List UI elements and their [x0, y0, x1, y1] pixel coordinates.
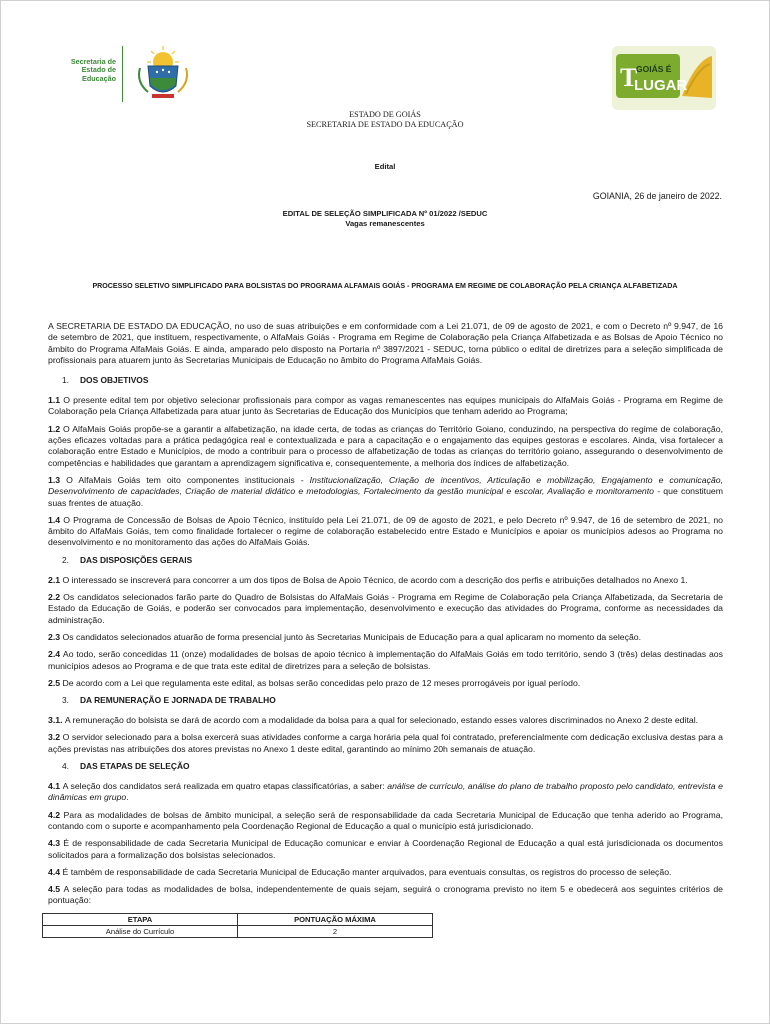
item-number: 3.1. — [48, 715, 65, 726]
section-number: 4. — [62, 761, 69, 772]
document-body — [48, 321, 723, 938]
section-item — [48, 475, 723, 509]
item-text: O AlfaMais Goiás propõe-se a garantir a alfabetização, na idade certa, de todas as crianças do Território Goiano, conduzindo, na perspectiva do regime de colaboração, ações eficazes voltadas para a prática pedagógica real e contextualizada e para a capacitação e o engajamento das equipes gestoras e escolares. Ainda, visa fortalecer a colaboração entre Estado e Municípios, de modo a contribuir para o processo de alfabetização de todas as crianças do território goiano, assegurando o desenvolvimento de competências e habilidades que garantam a aprendizagem significativa e, consequentemente, a melhoria dos índices de alfabetização. — [48, 423, 723, 468]
item-text: A seleção dos candidatos será realizada em quatro etapas classificatórias, a saber: — [62, 781, 388, 792]
table-body — [43, 925, 433, 937]
edital-subtitle: Vagas remanescentes — [345, 219, 425, 228]
item-text: Os candidatos selecionados atuarão de forma presencial junto às Secretarias Municipais de Educação para a qual aplicaram no momento da seleção. — [62, 631, 642, 642]
section-item — [48, 649, 723, 672]
item-text: Institucionalização, Criação de incentivos, Articulação e mobilização, Engajamento e comunicação, Desenvolvimento de capacidades, Criação de material didático e metodologias, Fortalecimento da gestão municipal e escolar, Avaliação e monitoramento — [48, 474, 724, 497]
logo-left-line: Educação — [82, 73, 116, 83]
header-state: ESTADO DE GOIÁS — [349, 110, 421, 119]
section-item — [48, 810, 723, 833]
item-text: A remuneração do bolsista se dará de acordo com a modalidade da bolsa para a qual for selecionado, estando esses valores discriminados no Anexo 2 deste edital. — [64, 715, 699, 726]
item-number: 2.5 — [48, 677, 63, 688]
item-number: 2.4 — [48, 649, 63, 660]
section-heading — [62, 375, 723, 386]
table-row — [43, 925, 433, 937]
section-number: 3. — [62, 695, 69, 706]
scoring-table — [42, 913, 433, 938]
section-item — [48, 632, 723, 643]
section-heading — [62, 695, 723, 706]
item-text: A seleção para todas as modalidades de bolsa, independentemente de quais sejam, seguirá o cronograma previsto no item 5 e obedecerá aos seguintes critérios de pontuação: — [48, 884, 723, 906]
section-number: 2. — [62, 554, 69, 565]
section-item — [48, 592, 723, 626]
item-text: É também de responsabilidade de cada Secretaria Municipal de Educação manter arquivados, para eventuais consultas, os registros do processo de seleção. — [62, 866, 672, 877]
section-item — [48, 715, 723, 726]
section-title: DAS ETAPAS DE SELEÇÃO — [80, 761, 190, 772]
item-number: 4.5 — [48, 884, 64, 895]
item-number: 1.2 — [48, 423, 64, 434]
item-text: Ao todo, serão concedidas 11 (onze) modalidades de bolsas de apoio técnico à implementação do AlfaMais Goiás em todo território, sendo 3 (três) delas destinadas aos municípios adesos ao Programa e de que trata este edital de diretrizes para a seleção de bolsistas. — [48, 649, 723, 671]
section-item — [48, 395, 723, 418]
item-number: 1.3 — [48, 474, 67, 485]
edital-number: EDITAL DE SELEÇÃO SIMPLIFICADA Nº 01/2022 /SEDUC — [282, 209, 488, 218]
table-cell: Análise do Currículo — [43, 925, 238, 937]
item-number: 1.1 — [48, 395, 64, 406]
state-crest-icon — [130, 42, 196, 104]
logo-right-line: GOIÁS É — [636, 64, 672, 74]
item-number: 3.2 — [48, 732, 63, 743]
item-number: 2.3 — [48, 631, 63, 642]
section-title: DAS DISPOSIÇÕES GERAIS — [80, 554, 193, 565]
section-item — [48, 732, 723, 755]
section-item — [48, 424, 723, 469]
item-number: 4.3 — [48, 838, 64, 849]
item-text: Os candidatos selecionados farão parte do Quadro de Bolsistas do AlfaMais Goiás - Programa em Regime de Colaboração pela Criança Alfabetizada, da Secretaria de Estado da Educação de Goiás, e poderão ser convocados para implementação, desenvolvimento e execução das atividades do Programa, conforme as necessidades da administração. — [48, 592, 723, 625]
item-text: análise de currículo, análise do plano de trabalho proposto pelo candidato, entrevista e dinâmicas em grupo — [48, 781, 723, 803]
section-title: DA REMUNERAÇÃO E JORNADA DE TRABALHO — [80, 695, 276, 706]
logo-right-line: LUGAR — [634, 77, 688, 94]
table-header-cell: ETAPA — [43, 913, 238, 925]
section-item — [48, 678, 723, 689]
item-text: . — [126, 792, 129, 803]
logo-left-text — [58, 58, 116, 83]
section-heading — [62, 555, 723, 566]
item-number: 4.1 — [48, 781, 63, 792]
goias-e-lugar-logo — [612, 46, 716, 110]
doc-type: Edital — [374, 162, 396, 171]
item-text: De acordo com a Lei que regulamenta este edital, as bolsas serão concedidas pelo prazo de 12 meses prorrogáveis por igual período. — [62, 677, 581, 688]
section-heading — [62, 761, 723, 772]
header-secretariat: SECRETARIA DE ESTADO DA EDUCAÇÃO — [306, 120, 464, 129]
section-item — [48, 838, 723, 861]
item-text: Para as modalidades de bolsas de âmbito municipal, a seleção será de responsabilidade da cada Secretaria Municipal de Educação que tenha aderido ao Programa, contando com o suporte e acompanhamento pela Coordenação Regional de Educação a qual o município está jurisdicionado. — [48, 809, 723, 831]
svg-text:T: T — [620, 63, 638, 92]
section-item — [48, 515, 723, 549]
logo-left-line: Secretaria de — [70, 57, 116, 66]
item-number: 2.2 — [48, 592, 64, 603]
item-text: - que constituem suas frentes de atuação. — [48, 486, 723, 508]
sections-container — [48, 375, 723, 907]
table-header-row — [43, 913, 433, 925]
process-title: PROCESSO SELETIVO SIMPLIFICADO PARA BOLSISTAS DO PROGRAMA ALFAMAIS GOIÁS - PROGRAMA EM REGIME DE COLABORAÇÃO PELA CRIANÇA ALFABETIZADA — [92, 282, 678, 290]
item-number: 1.4 — [48, 514, 64, 525]
table-header-cell: PONTUAÇÃO MÁXIMA — [238, 913, 433, 925]
section-item — [48, 575, 723, 586]
item-text: É de responsabilidade de cada Secretaria Municipal de Educação comunicar e enviar à Coordenação Regional de Educação a qual está jurisdicionada os documentos solicitados para a formalização dos bolsistas selecionados. — [48, 838, 723, 860]
section-title: DOS OBJETIVOS — [80, 375, 149, 386]
item-text: O AlfaMais Goiás tem oito componentes institucionais - — [66, 474, 310, 485]
item-number: 4.4 — [48, 866, 63, 877]
item-text: O interessado se inscreverá para concorrer a um dos tipos de Bolsa de Apoio Técnico, de acordo com a descrição dos perfis e atribuições detalhados no Anexo 1. — [62, 574, 688, 585]
item-number: 4.2 — [48, 809, 64, 820]
item-text: O Programa de Concessão de Bolsas de Apoio Técnico, instituído pela Lei 21.071, de 09 de agosto de 2021, e pelo Decreto nº 9.947, de 16 de setembro de 2021, no âmbito do AlfaMais Goiás, tem como finalidade fortalecer o regime de colaboração estabelecido entre Estado e Municípios e apoiar os municípios adesos ao Programa no desenvolvimento e no monitoramento das ações do AlfaMais Goiás. — [48, 514, 723, 548]
item-text: O servidor selecionado para a bolsa exercerá suas atividades conforme a carga horária pela qual foi contratado, preferencialmente com dedicação exclusiva destas para a ações previstas nas atribuições dos atores previstas no Anexo 1 deste edital, garantindo ao mínimo 20h semanais de atuação. — [48, 732, 723, 754]
section-item — [48, 867, 723, 878]
section-item — [48, 781, 723, 804]
section-number: 1. — [62, 375, 69, 386]
logo-divider — [122, 46, 123, 102]
item-text: O presente edital tem por objetivo selecionar profissionais para compor as vagas remanescentes nas equipes municipais do AlfaMais Goiás - Programa em Regime de Colaboração pela Criança Alfabetizada para atuar junto às Secretarias de Educação dos Municípios que tenham aderido ao Programa; — [48, 395, 723, 417]
intro-paragraph: A SECRETARIA DE ESTADO DA EDUCAÇÃO, no uso de suas atribuições e em conformidade com a Lei 21.071, de 09 de agosto de 2021, e com o Decreto nº 9.947, de 16 de setembro de 2021, que instituem, respectivamente, o AlfaMais Goiás - Programa em Regime de Colaboração pela Criança Alfabetizada e as Bolsas de Apoio Técnico no âmbito do Programa AlfaMais Goiás. E ainda, amparado pelo disposto na Portaria nº 3897/2021 - SEDUC, torna público o edital de diretrizes para a seleção simplificada de profissionais para atuarem junto às Secretarias Municipais de Educação no âmbito do Programa AlfaMais Goiás. — [48, 321, 723, 365]
table-cell: 2 — [238, 925, 433, 937]
logo-left-line: Estado de — [81, 65, 116, 75]
document-date: GOIANIA, 26 de janeiro de 2022. — [592, 191, 722, 201]
section-item — [48, 884, 723, 907]
item-number: 2.1 — [48, 574, 63, 585]
secretaria-educacao-logo — [58, 42, 198, 104]
